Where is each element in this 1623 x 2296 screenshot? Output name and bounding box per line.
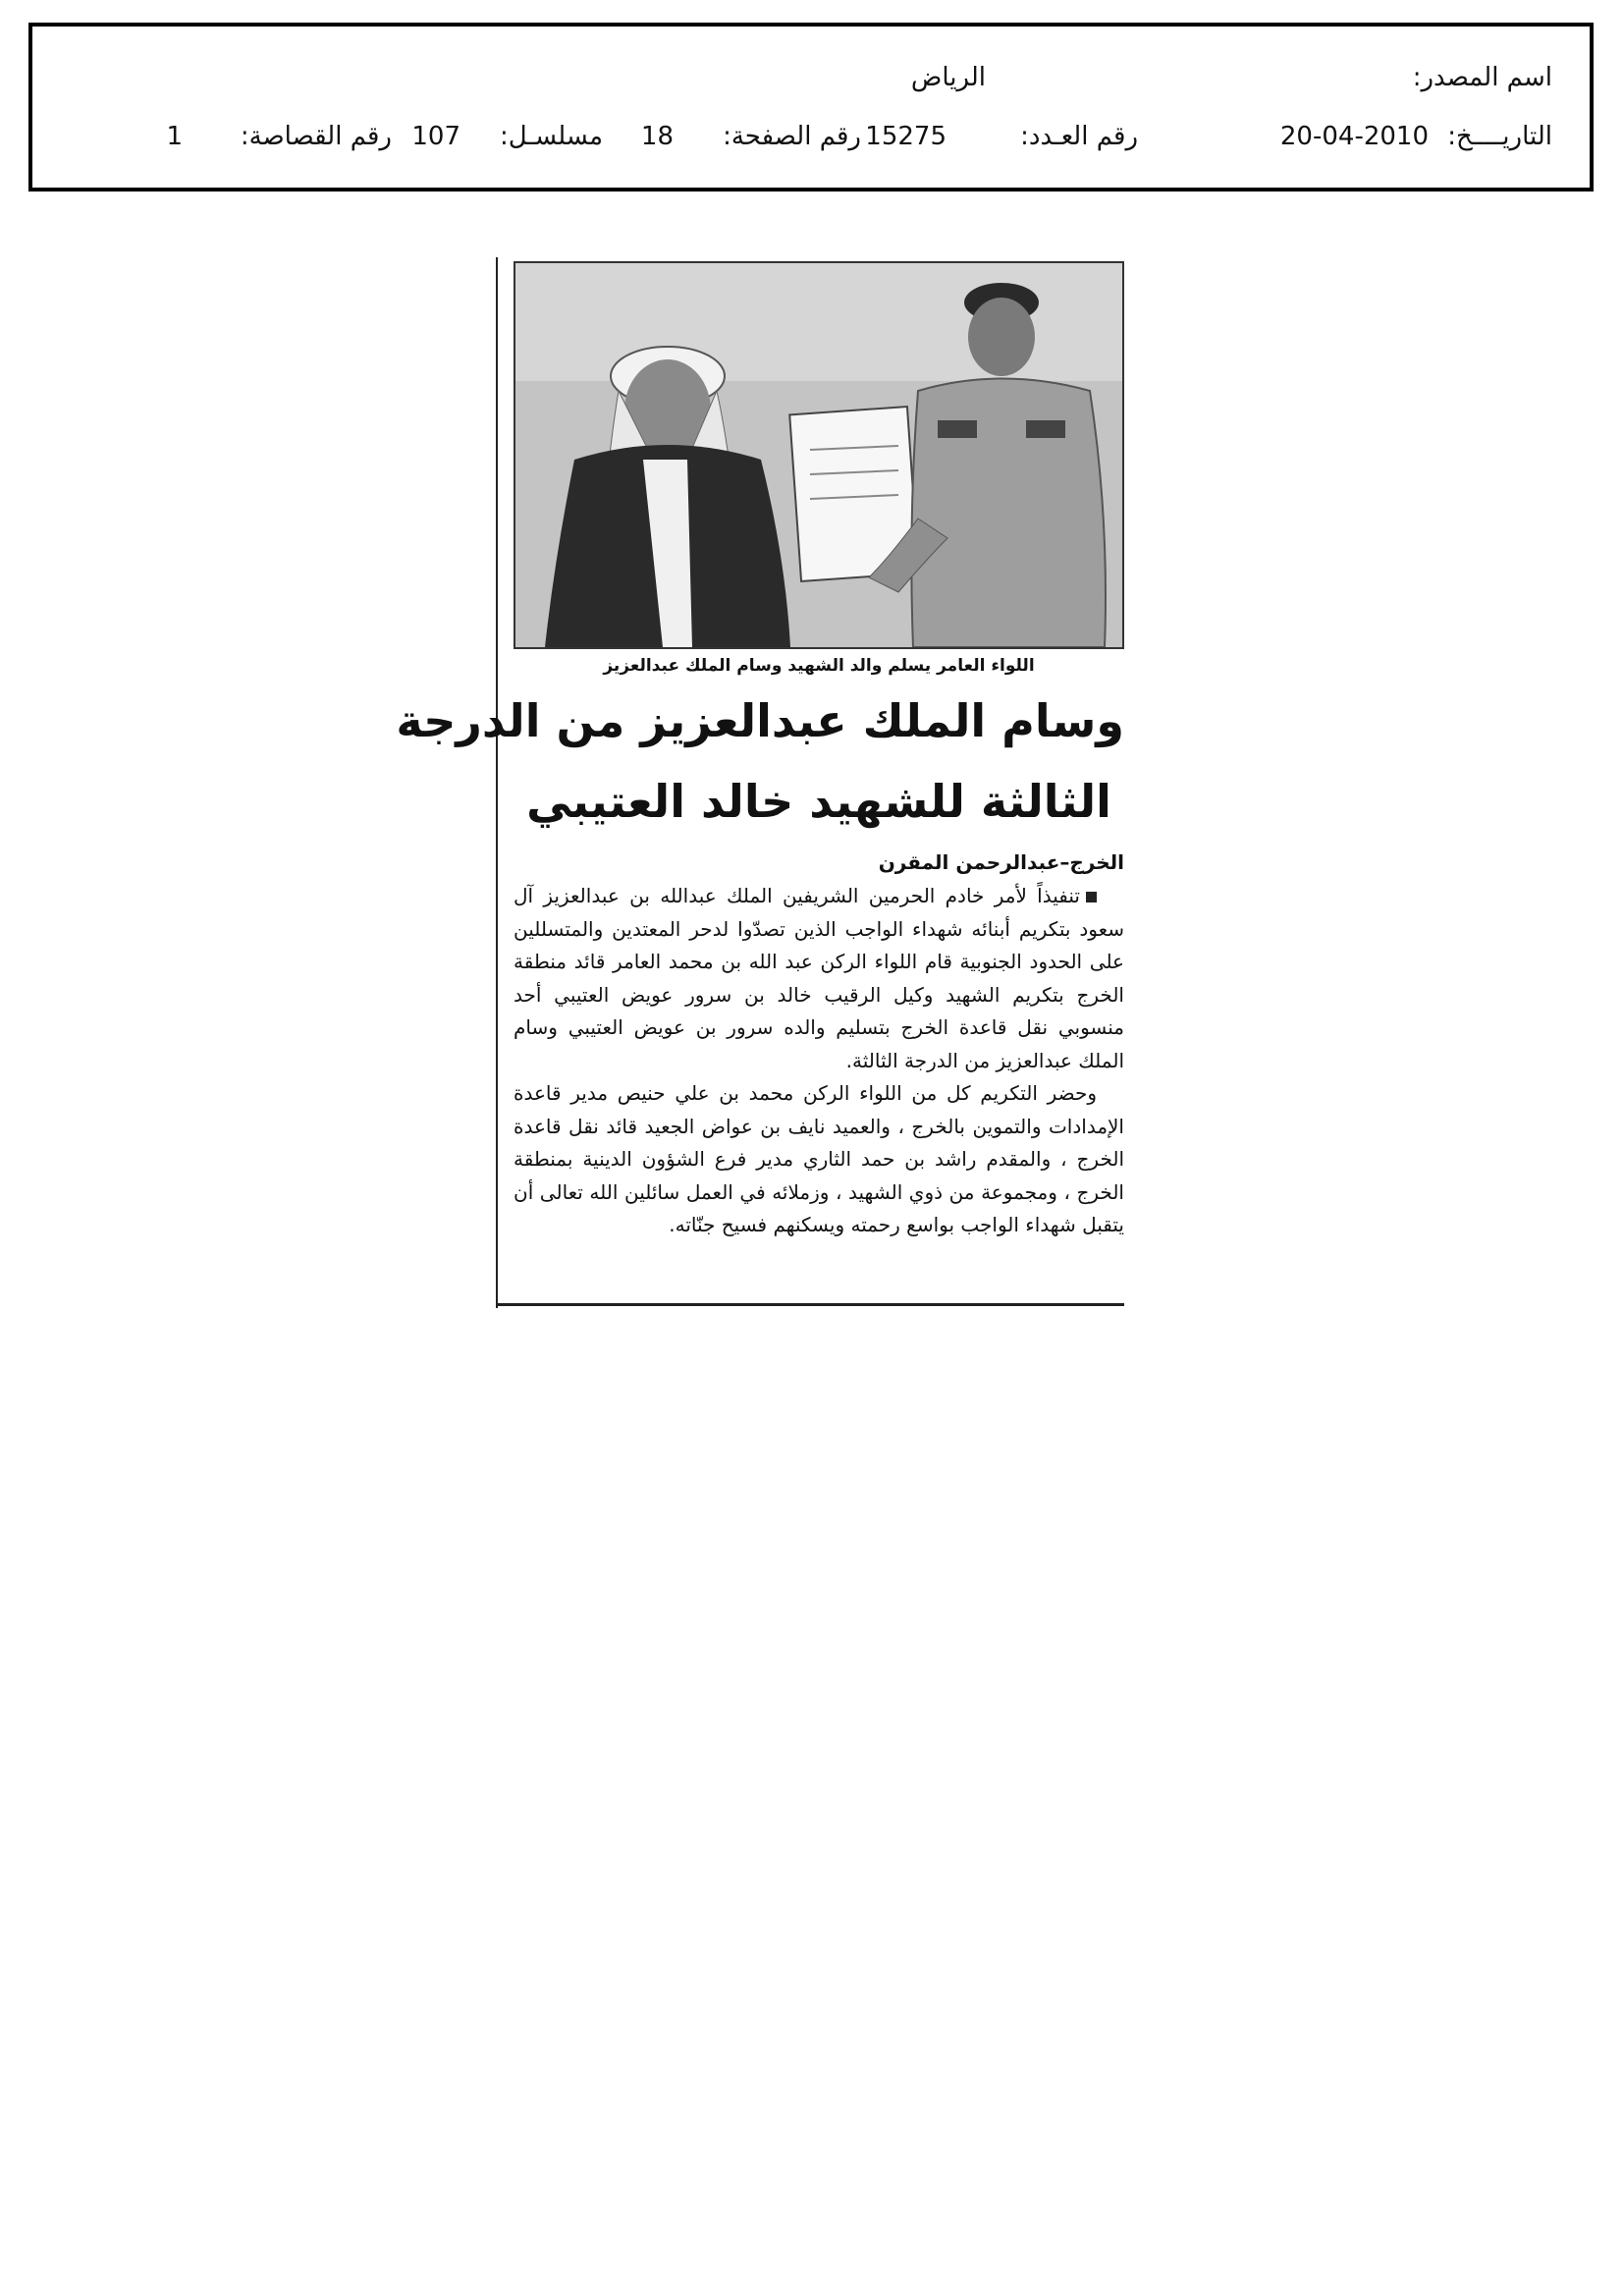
serial-label: مسلسـل: — [500, 122, 603, 151]
date-value: 20-04-2010 — [1279, 122, 1429, 151]
photo-caption: اللواء العامر يسلم والد الشهيد وسام الملك عبدالعزيز — [603, 656, 1035, 676]
bottom-rule — [496, 1303, 1124, 1306]
source-value: الرياض — [910, 63, 986, 92]
article-photo — [514, 261, 1124, 649]
photo-illustration — [515, 263, 1122, 647]
paragraph-2: وحضر التكريم كل من اللواء الركن محمد بن علي حنيص مدير قاعدة الإمدادات والتموين بالخرج ، والعميد نايف بن عواض الجعيد قائد نقل قاعدة الخرج ، والمقدم راشد بن حمد الثاري مدير فرع الشؤون الدينية بمنطقة الخرج ، ومجموعة من ذوي الشهيد ، وزملائه في العمل سائلين الله تعالى أن يتقبل شهداء الواجب بواسع رحمته ويسكنهم فسيح جنّاته. — [514, 1081, 1124, 1236]
byline: الخرج–عبدالرحمن المقرن — [878, 850, 1124, 874]
newspaper-clipping — [396, 257, 1124, 1308]
article-body — [514, 880, 1124, 1242]
metadata-box — [28, 23, 1594, 191]
paragraph-1-text: تنفيذاً لأمر خادم الحرمين الشريفين الملك عبدالله بن عبدالعزيز آل سعود بتكريم أبنائه شهداء الواجب الذين تصدّوا لدحر المعتدين والمتسللين على الحدود الجنوبية قام اللواء الركن عبد الله بن محمد العامر قائد منطقة الخرج بتكريم الشهيد وكيل الرقيب خالد بن سرور عويض العتيبي أحد منسوبي نقل قاعدة الخرج بتسليم والده سرور بن عويض العتيبي وسام الملك عبدالعزيز من الدرجة الثالثة. — [514, 884, 1124, 1072]
source-label: اسم المصدر: — [1412, 63, 1552, 92]
clip-label: رقم القصاصة: — [240, 122, 392, 151]
clip-value: 1 — [166, 122, 183, 151]
date-label: التاريــــخ: — [1447, 122, 1552, 151]
column-rule — [496, 257, 498, 1308]
page-value: 18 — [640, 122, 674, 151]
paragraph-1 — [514, 880, 1124, 1077]
serial-value: 107 — [411, 122, 460, 151]
page-label: رقم الصفحة: — [723, 122, 861, 151]
issue-label: رقم العـدد: — [1020, 122, 1138, 151]
headline-line-1: وسام الملك عبدالعزيز من الدرجة — [396, 694, 1124, 747]
bullet-square-icon — [1086, 892, 1097, 902]
headline-line-2: الثالثة للشهيد خالد العتيبي — [526, 775, 1111, 828]
issue-value: 15275 — [865, 122, 947, 151]
